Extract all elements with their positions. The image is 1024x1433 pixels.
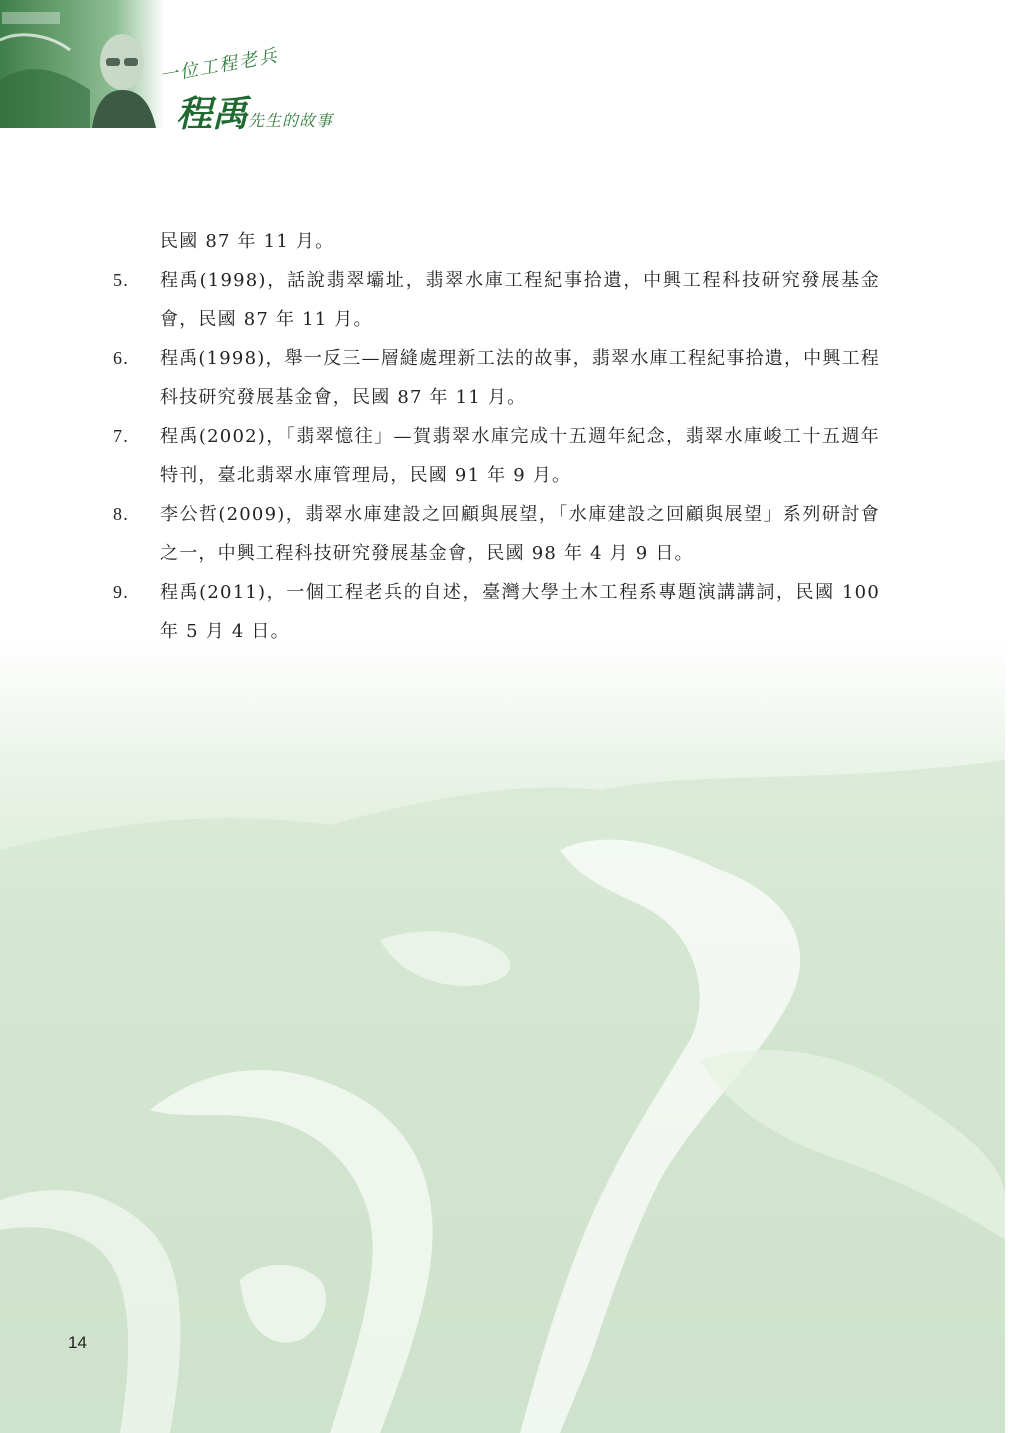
header-banner	[0, 0, 360, 140]
reference-continuation-line: 民國 87 年 11 月。	[160, 231, 335, 252]
background-landscape-image	[0, 640, 1005, 1433]
page-number: 14	[68, 1333, 87, 1352]
reference-text: 程禹(2002)，「翡翠憶往」—賀翡翠水庫完成十五週年紀念，翡翠水庫峻工十五週年特刊，臺北翡翠水庫管理局，民國 91 年 9 月。	[160, 426, 880, 486]
header-title-line1: 一位工程老兵	[158, 45, 281, 87]
reference-number: 9.	[113, 582, 129, 602]
reference-item-9	[0, 573, 880, 651]
reference-number: 8.	[113, 504, 129, 524]
header-title-name: 程禹	[176, 93, 249, 135]
reference-item-5	[0, 261, 880, 339]
reference-item-7	[0, 417, 880, 495]
header-title-subtitle: 先生的故事	[248, 111, 334, 130]
reference-list	[0, 261, 1024, 651]
right-margin-strip	[1005, 0, 1024, 1433]
portrait-illustration	[0, 0, 165, 128]
reference-number: 6.	[113, 348, 129, 368]
reference-number: 5.	[113, 270, 129, 290]
reference-number: 7.	[113, 426, 129, 446]
reference-section	[0, 222, 1024, 651]
reference-text: 程禹(1998)，舉一反三—層縫處理新工法的故事，翡翠水庫工程紀事拾遺，中興工程科技研究發展基金會，民國 87 年 11 月。	[160, 348, 880, 408]
reference-text: 李公哲(2009)，翡翠水庫建設之回顧與展望，「水庫建設之回顧與展望」系列研討會之一，中興工程科技研究發展基金會，民國 98 年 4 月 9 日。	[160, 504, 880, 564]
reference-item-6	[0, 339, 880, 417]
reference-item-8	[0, 495, 880, 573]
landscape-illustration	[0, 640, 1005, 1433]
header-portrait-photo	[0, 0, 165, 128]
reference-text: 程禹(1998)，話說翡翠壩址，翡翠水庫工程紀事拾遺，中興工程科技研究發展基金會，民國 87 年 11 月。	[160, 270, 880, 330]
reference-text: 程禹(2011)，一個工程老兵的自述，臺灣大學土木工程系專題演講講詞，民國 100 年 5 月 4 日。	[160, 582, 880, 642]
